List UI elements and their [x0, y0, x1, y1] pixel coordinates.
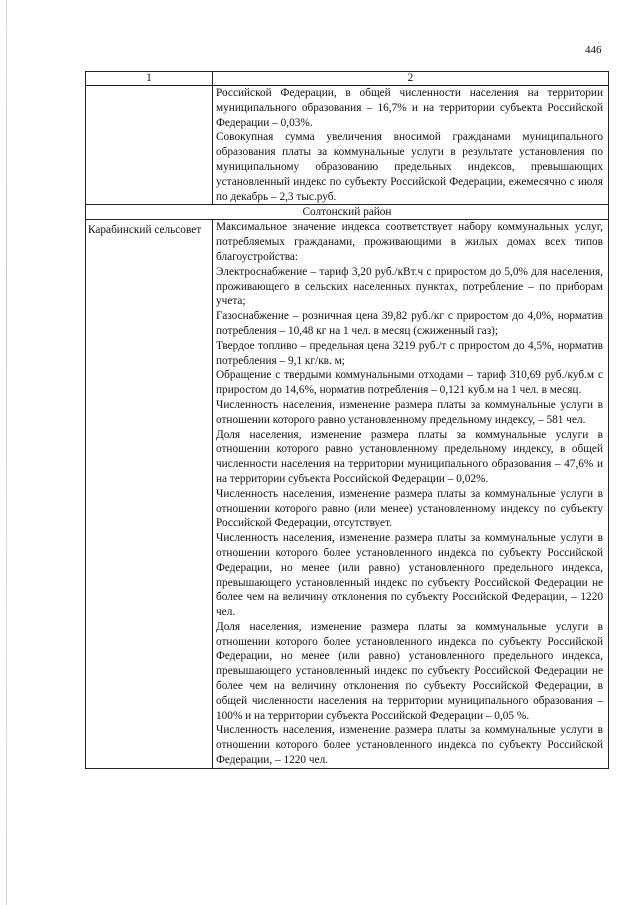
municipality-row [86, 220, 609, 768]
section-title: Солтонский район [86, 205, 609, 220]
municipality-text-cell [213, 220, 609, 768]
paragraph: Твердое топливо – предельная цена 3219 руб./т с приростом до 4,5%, норматив потребления – 9,1 кг/кв. м; [216, 339, 603, 367]
column-1-header: 1 [86, 72, 213, 86]
document-table [85, 71, 609, 769]
section-row [86, 205, 609, 220]
continuation-text-cell [213, 86, 609, 205]
paragraph: Максимальное значение индекса соответствует набору коммунальных услуг, потребляемых гражданами, проживающими в жилых домах всех типов благоустройства: [216, 221, 603, 263]
paragraph: Численность населения, изменение размера платы за коммунальные услуги в отношении которого равно (или менее) установленному индексу по субъекту Российской Федерации, отсутствует. [216, 487, 603, 530]
paragraph: Численность населения, изменение размера платы за коммунальные услуги в отношении которого более установленного индекса по субъекту Российской Федерации, но менее (или равно) установленного предельного индекса, превышающего установленный индекс по субъекту Российской Федерации не более чем на величину отклонения по субъекту Российской Федерации, – 1220 чел. [216, 532, 603, 619]
scan-edge-shadow [6, 0, 7, 905]
continuation-row [86, 86, 609, 205]
paragraph: Численность населения, изменение размера платы за коммунальные услуги в отношении которого более установленного индекса по субъекту Российской Федерации, – 1220 чел. [216, 724, 603, 767]
municipality-name: Карабинский сельсовет [86, 220, 213, 768]
paragraph: Доля населения, изменение размера платы за коммунальные услуги в отношении которого равно установленному предельному индексу, в общей численности населения на территории муниципального образования – 47,6% и на территории субъекта Российской Федерации – 0,02%. [216, 428, 603, 485]
paragraph: Обращение с твердыми коммунальными отходами – тариф 310,69 руб./куб.м с приростом до 14,6%, норматив потребления – 0,121 куб.м на 1 чел. в месяц. [216, 369, 603, 397]
table-header-row [86, 72, 609, 86]
column-2-header: 2 [213, 72, 609, 86]
paragraph: Российской Федерации, в общей численности населения на территории муниципального образования – 16,7% и на территории субъекта Российской Федерации – 0,03%. [216, 87, 603, 129]
paragraph: Совокупная сумма увеличения вносимой гражданами муниципального образования платы за коммунальные услуги в результате установления по муниципальному образованию предельных индексов, превышающих установленный индекс по субъекту Российской Федерации, ежемесячно с июля по декабрь – 2,3 тыс.руб. [216, 131, 603, 203]
page-number: 446 [585, 44, 602, 56]
paragraph: Доля населения, изменение размера платы за коммунальные услуги в отношении которого более установленного индекса по субъекту Российской Федерации, но менее (или равно) установленного предельного индекса, превышающего установленный индекс по субъекту Российской Федерации не более чем на величину отклонения по субъекту Российской Федерации, в общей численности населения на территории муниципального образования – 100% и на территории субъекта Российской Федерации – 0,05 %. [216, 620, 603, 722]
paragraph: Газоснабжение – розничная цена 39,82 руб./кг с приростом до 4,0%, норматив потребления – 10,48 кг на 1 чел. в месяц (сжиженный газ); [216, 310, 603, 337]
continuation-name-cell [86, 86, 213, 205]
paragraph: Численность населения, изменение размера платы за коммунальные услуги в отношении которого равно установленному предельному индексу, – 581 чел. [216, 398, 603, 426]
paragraph: Электроснабжение – тариф 3,20 руб./кВт.ч с приростом до 5,0% для населения, проживающего в сельских населенных пунктах, потребление – по приборам учета; [216, 265, 603, 308]
